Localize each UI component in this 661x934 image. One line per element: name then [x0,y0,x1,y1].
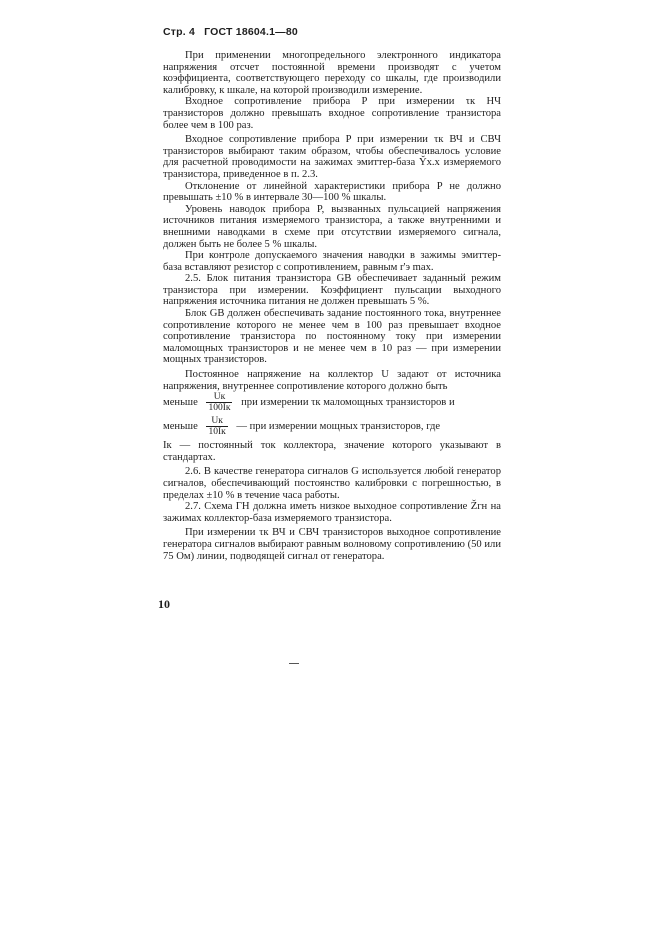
paragraph: При измерении τк ВЧ и СВЧ транзисторов выходное сопротивление генератора сигналов выбирают равным волновому сопротивлению (50 или 75 Ом) линии, подводящей сигнал от генератора. [163,527,501,562]
paragraph: При применении многопредельного электронного индикатора напряжения отсчет постоянной времени производят с учетом коэффициента, соответствующего переходу со шкалы, где производили калибровку, к шкале, на которой производили измерение. [163,50,501,96]
paragraph: Блок GB должен обеспечивать задание постоянного тока, внутреннее сопротивление которого не менее чем в 100 раз превышает входное сопротивление транзистора по постоянному току при измерении маломощных транзисторов и не менее чем в 10 раз — при измерении мощных транзисторов. [163,308,501,366]
paragraph: Отклонение от линейной характеристики прибора P не должно превышать ±10 % в интервале 30—100 % шкалы. [163,180,501,204]
fraction-1 [206,392,232,413]
fraction-denominator: 10Iк [208,427,226,438]
paragraph: 2.5. Блок питания транзистора GB обеспечивает заданный режим транзистора при измерении. Коэффициент пульсации выходного напряжения источника питания не должен превышать 5 %. [163,273,501,308]
formula-text: меньше [163,421,198,433]
paragraph: 2.6. В качестве генератора сигналов G используется любой генератор сигналов, обеспечивающий постоянство калибровки с погрешностью, в пределах ±10 % в течение часа работы. [163,466,501,501]
formula-line-1 [163,392,501,416]
body-text [163,50,501,562]
formula-text: — при измерении мощных транзисторов, где [236,421,441,433]
formula-text: при измерении τк маломощных транзисторов и [241,397,455,409]
page-label: Стр. 4 [163,26,196,38]
formula-text: меньше [163,397,198,409]
decorative-dash [289,663,299,664]
paragraph: Постоянное напряжение на коллектор U задают от источника напряжения, внутреннее сопротивление которого должно быть [163,369,501,392]
paragraph: При контроле допускаемого значения наводки в зажимы эмиттер-база вставляют резистор с сопротивлением, равным r'э max. [163,250,501,273]
paragraph: Уровень наводок прибора P, вызванных пульсацией напряжения источников питания измеряемого транзистора, а также внутренними и внешними наводками в схеме при отсутствии измеряемого сигнала, должен быть не более 5 % шкалы. [163,203,501,250]
standard-number: ГОСТ 18604.1—80 [204,26,298,38]
paragraph: 2.7. Схема ГН должна иметь низкое выходное сопротивление Z̆гн на зажимах коллектор-база измеряемого транзистора. [163,501,501,524]
fraction-numerator: Uк [211,416,223,427]
page-number: 10 [158,597,170,611]
fraction-denominator: 100Iк [208,403,231,414]
fraction-numerator: Uк [213,392,226,403]
formula-line-2 [163,416,501,440]
paragraph: Iк — постоянный ток коллектора, значение которого указывают в стандартах. [163,440,501,463]
fraction-2 [206,416,227,437]
paragraph: Входное сопротивление прибора P при измерении τк НЧ транзисторов должно превышать входное сопротивление транзистора более чем в 100 раз. [163,96,501,131]
page-header [163,26,304,38]
paragraph: Входное сопротивление прибора P при измерении τк ВЧ и СВЧ транзисторов выбирают таким образом, чтобы обеспечивалось условие для расчетной проводимости на зажимах эмиттер-база Y̆х.х измеряемого транзистора, приведенное в п. 2.3. [163,134,501,180]
